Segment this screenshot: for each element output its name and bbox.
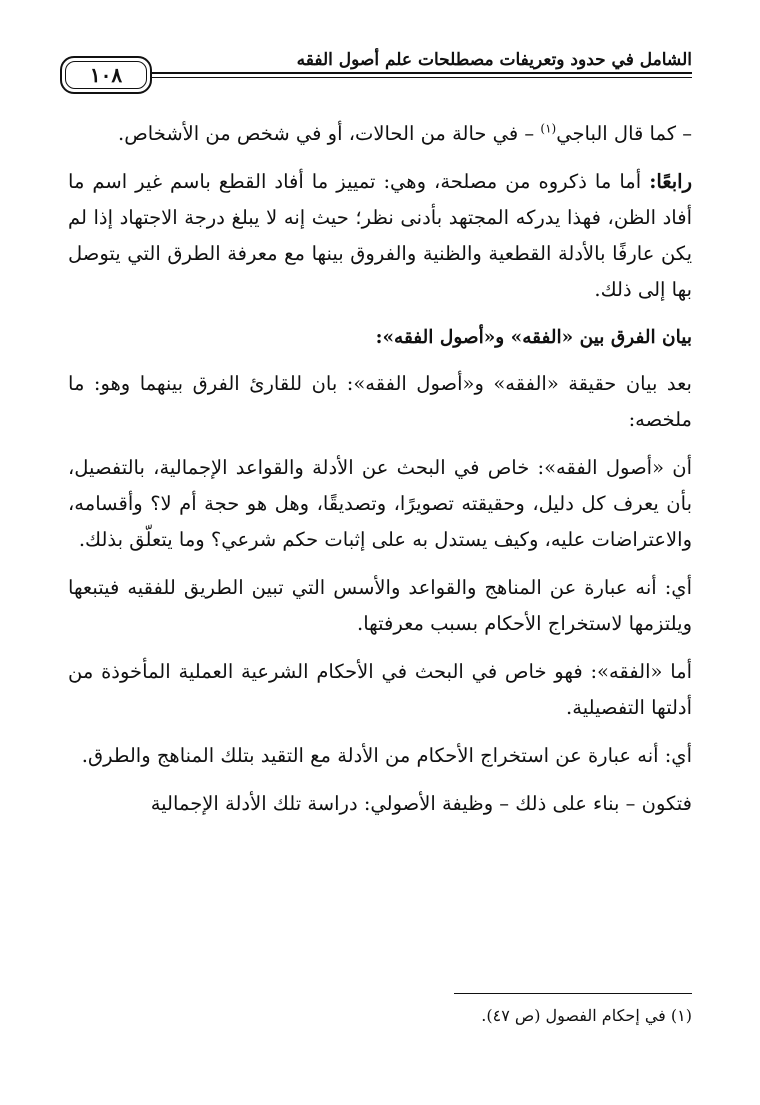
page-number: ١٠٨ (89, 63, 123, 87)
footnote: (١) في إحكام الفصول (ص ٤٧). (481, 1006, 692, 1025)
paragraph: أي: أنه عبارة عن استخراج الأحكام من الأدلة مع التقيد بتلك المناهج والطرق. (81, 744, 692, 767)
paragraph: بعد بيان حقيقة «الفقه» و«أصول الفقه»: بان للقارئ الفرق بينهما وهو: ما ملخصه: (68, 372, 692, 431)
page-number-badge (60, 56, 152, 94)
text-segment: – في حالة من الحالات، أو في شخص من الأشخاص. (118, 122, 541, 145)
page-body (68, 116, 692, 834)
paragraph-lead: رابعًا: (649, 170, 692, 193)
text-segment: – كما قال الباجي (556, 122, 692, 145)
footnote-divider (454, 993, 692, 994)
paragraph (68, 164, 692, 308)
paragraph: فتكون – بناء على ذلك – وظيفة الأصولي: دراسة تلك الأدلة الإجمالية (150, 792, 692, 815)
paragraph: أما «الفقه»: فهو خاص في البحث في الأحكام الشرعية العملية المأخوذة من أدلتها التفصيلية. (68, 660, 692, 719)
running-title: الشامل في حدود وتعريفات مصطلحات علم أصول الفقه (296, 50, 692, 70)
paragraph (68, 116, 692, 152)
header-rule (152, 72, 692, 74)
footnote-reference: (١) (540, 121, 557, 136)
paragraph: أي: أنه عبارة عن المناهج والقواعد والأسس التي تبين الطريق للفقيه فيتبعها ويلتزمها لاستخراج الأحكام بسبب معرفتها. (68, 576, 692, 635)
page-header (60, 44, 692, 104)
paragraph: أن «أصول الفقه»: خاص في البحث عن الأدلة والقواعد الإجمالية، بالتفصيل، بأن يعرف كل دليل، وحقيقته تصويرًا، وتصديقًا، وهل هو حجة أم لا؟ وأقسامه، والاعتراضات عليه، وكيف يستدل به على إثبات حكم شرعي؟ وما يتعلّق بذلك. (68, 456, 692, 551)
section-subheading: بيان الفرق بين «الفقه» و«أصول الفقه»: (375, 327, 692, 348)
text-segment: أما ما ذكروه من مصلحة، وهي: تمييز ما أفاد القطع باسم غير اسم ما أفاد الظن، فهذا يدركه المجتهد بأدنى نظر؛ حيث إنه لا يبلغ درجة الاجتهاد إذا لم يكن عارفًا بالأدلة القطعية والظنية والفروق بينها مع معرفة الطرق التي يتوصل بها إلى ذلك. (68, 170, 692, 301)
header-rule-thin (152, 77, 692, 78)
